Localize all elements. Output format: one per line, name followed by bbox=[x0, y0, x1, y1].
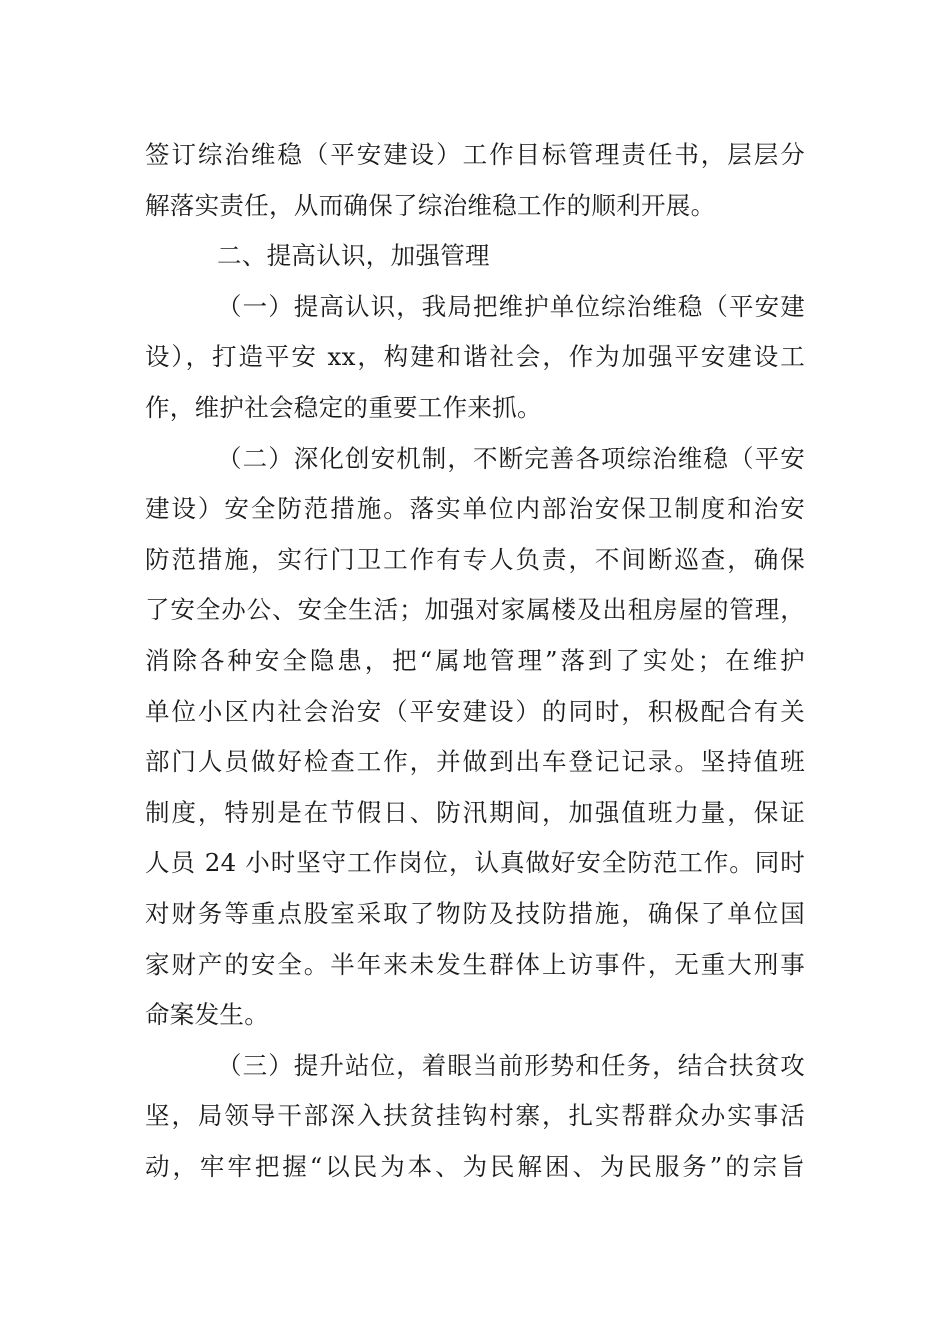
text-line: 消除各种安全隐患，把“属地管理”落到了实处；在维护 bbox=[145, 645, 805, 675]
text-line: 作，维护社会稳定的重要工作来抓。 bbox=[145, 392, 542, 422]
text-line: 动，牢牢把握“以民为本、为民解困、为民服务”的宗旨 bbox=[145, 1151, 805, 1181]
text-line: 命案发生。 bbox=[145, 1000, 269, 1030]
section-heading bbox=[145, 231, 805, 282]
text-line: 对财务等重点股室采取了物防及技防措施，确保了单位国 bbox=[145, 898, 805, 928]
heading-text: 二、提高认识，加强管理 bbox=[217, 241, 490, 271]
text-line: 签订综治维稳（平安建设）工作目标管理责任书，层层分 bbox=[145, 140, 805, 169]
paragraph-item-3 bbox=[145, 1041, 805, 1193]
text-line: 解落实责任，从而确保了综治维稳工作的顺利开展。 bbox=[145, 190, 716, 220]
text-line: 防范措施，实行门卫工作有专人负责，不间断巡查，确保 bbox=[145, 544, 805, 574]
paragraph-item-2 bbox=[145, 434, 805, 1041]
paragraph-responsibility bbox=[145, 130, 805, 231]
document-body bbox=[145, 130, 805, 1192]
text-line: 建设）安全防范措施。落实单位内部治安保卫制度和治安 bbox=[145, 494, 805, 524]
text-line: （一）提高认识，我局把维护单位综治维稳（平安建 bbox=[217, 291, 805, 321]
text-line: 家财产的安全。半年来未发生群体上访事件，无重大刑事 bbox=[145, 949, 805, 979]
text-line: 坚，局领导干部深入扶贫挂钩村寨，扎实帮群众办实事活 bbox=[145, 1101, 805, 1131]
text-line: 制度，特别是在节假日、防汛期间，加强值班力量，保证 bbox=[145, 797, 805, 827]
text-line: 单位小区内社会治安（平安建设）的同时，积极配合有关 bbox=[145, 696, 805, 726]
text-line: 部门人员做好检查工作，并做到出车登记记录。坚持值班 bbox=[145, 747, 805, 777]
text-line: 了安全办公、安全生活；加强对家属楼及出租房屋的管理， bbox=[145, 595, 805, 625]
text-line: （二）深化创安机制，不断完善各项综治维稳（平安 bbox=[217, 443, 805, 473]
paragraph-item-1 bbox=[145, 282, 805, 434]
text-line: 设），打造平安 xx，构建和谐社会，作为加强平安建设工 bbox=[145, 342, 805, 372]
text-line: 人员 24 小时坚守工作岗位，认真做好安全防范工作。同时 bbox=[145, 848, 805, 878]
text-line: （三）提升站位，着眼当前形势和任务，结合扶贫攻 bbox=[217, 1050, 805, 1080]
